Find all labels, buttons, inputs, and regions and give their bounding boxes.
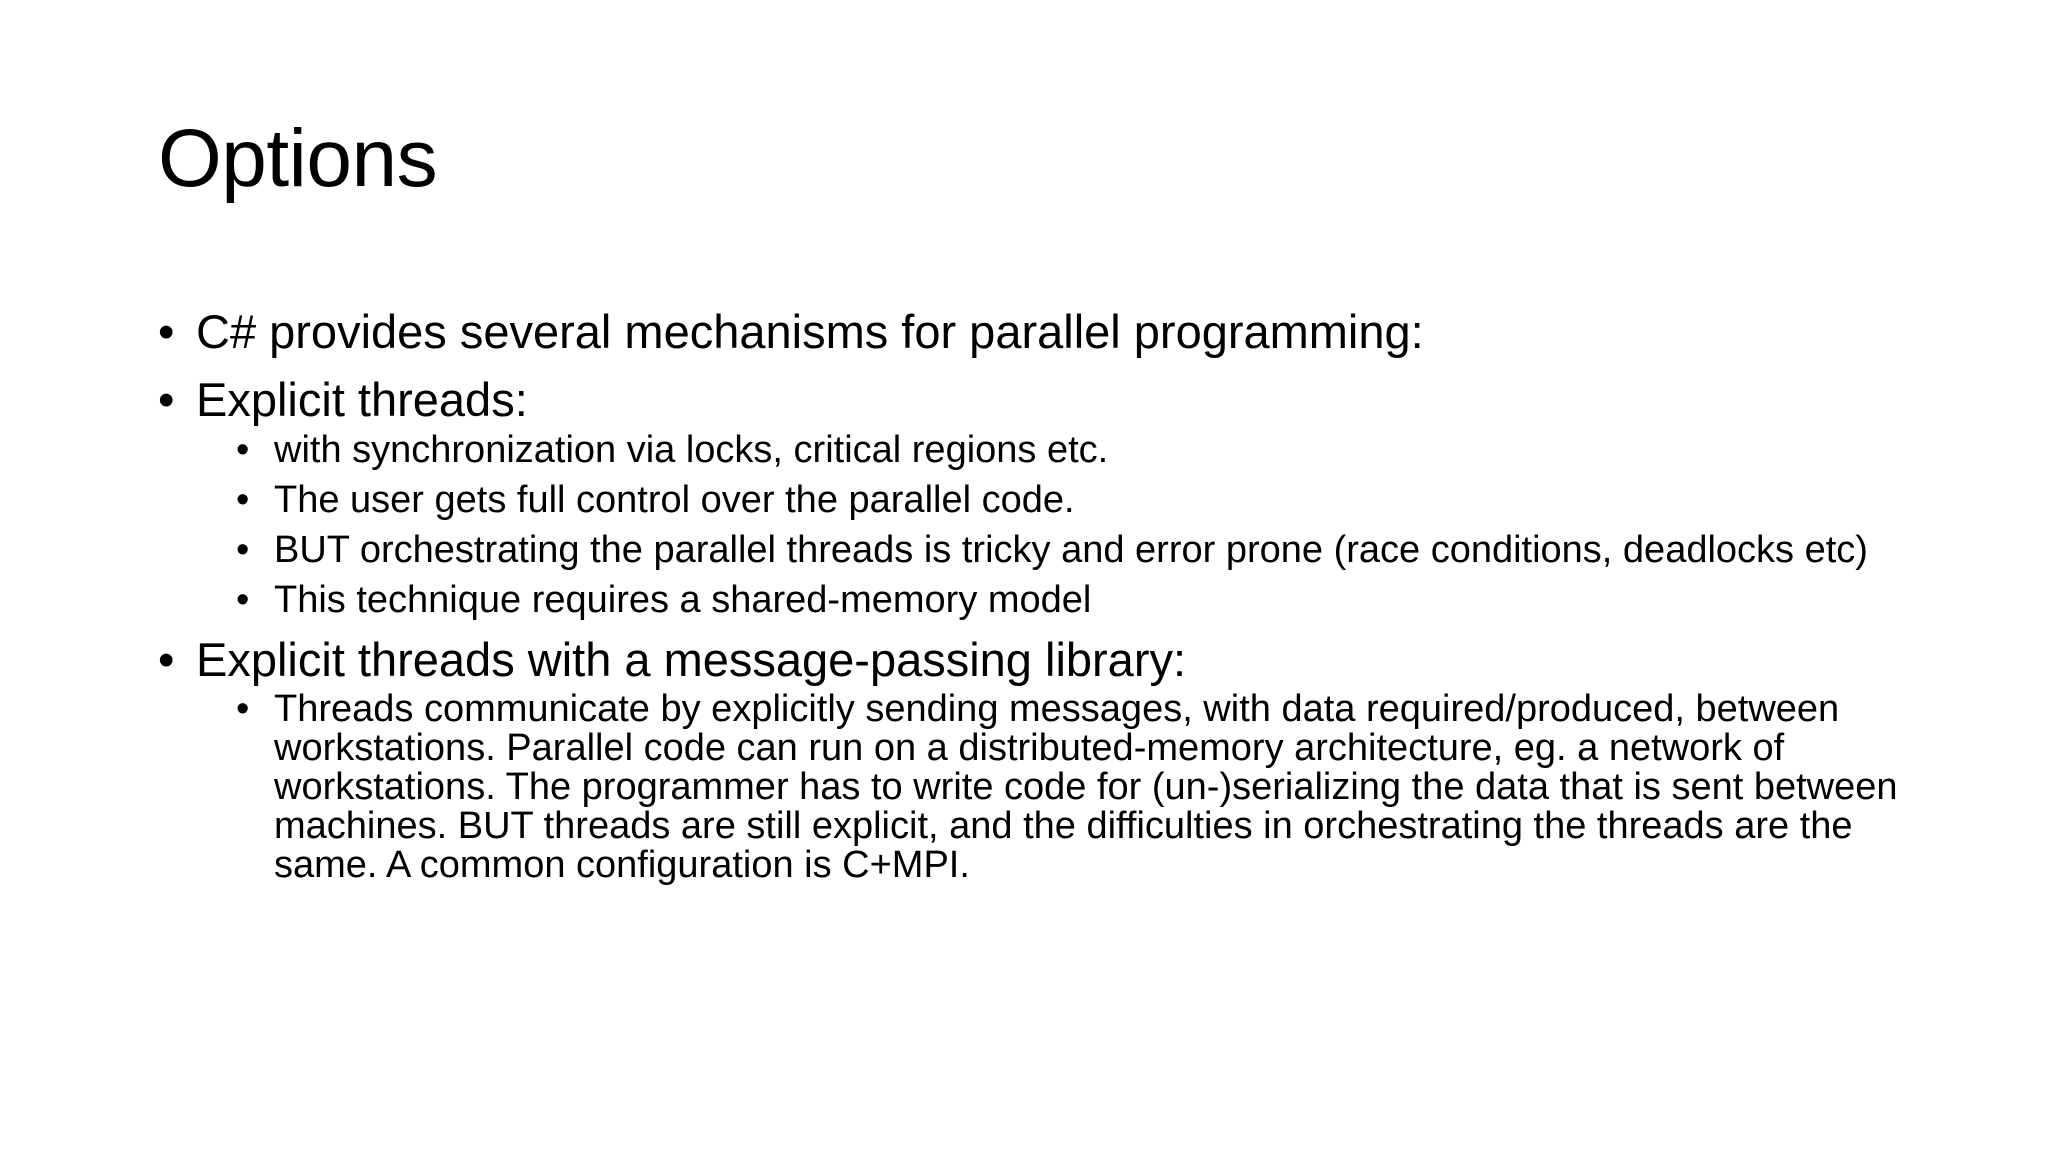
sub-bullet-text: BUT orchestrating the parallel threads is tricky and error prone (race conditions, deadlocks etc): [274, 529, 1868, 571]
bullet-dot-icon: •: [236, 529, 250, 571]
sub-bullet-text: The user gets full control over the parallel code.: [274, 479, 1075, 521]
sub-list-message-passing: [158, 690, 1918, 885]
sub-bullet-text: Threads communicate by explicitly sending messages, with data required/produced, between workstations. Parallel code can run on a distributed-memory architecture, eg. a network of workstations. The programmer has to write code for (un-)serializing the data that is sent between machines. BUT threads are still explicit, and the difficulties in orchestrating the threads are the same. A common configuration is C+MPI.: [274, 688, 1898, 886]
bullet-text: Explicit threads with a message-passing library:: [196, 633, 1187, 686]
bullet-text: Explicit threads:: [196, 373, 528, 426]
bullet-dot-icon: •: [158, 373, 175, 426]
sub-bullet-text: This technique requires a shared-memory model: [274, 579, 1092, 621]
sub-bullet-shared-memory: [158, 580, 1918, 620]
slide-title: Options: [158, 113, 438, 204]
bullet-dot-icon: •: [236, 579, 250, 621]
sub-bullet-threads-communicate: [158, 690, 1918, 885]
bullet-text: C# provides several mechanisms for parallel programming:: [196, 305, 1424, 358]
bullet-dot-icon: •: [158, 633, 175, 686]
bullet-dot-icon: •: [236, 688, 250, 730]
bullet-dot-icon: •: [236, 429, 250, 471]
slide-body: [158, 306, 1918, 899]
sub-bullet-synchronization: [158, 430, 1918, 470]
bullet-csharp-mechanisms: [158, 306, 1918, 358]
bullet-message-passing: [158, 634, 1918, 686]
sub-bullet-orchestrating: [158, 530, 1918, 570]
sub-bullet-text: with synchronization via locks, critical regions etc.: [274, 429, 1109, 471]
bullet-dot-icon: •: [236, 479, 250, 521]
sub-bullet-full-control: [158, 480, 1918, 520]
bullet-dot-icon: •: [158, 305, 175, 358]
sub-list-explicit-threads: [158, 430, 1918, 620]
bullet-explicit-threads: [158, 374, 1918, 426]
